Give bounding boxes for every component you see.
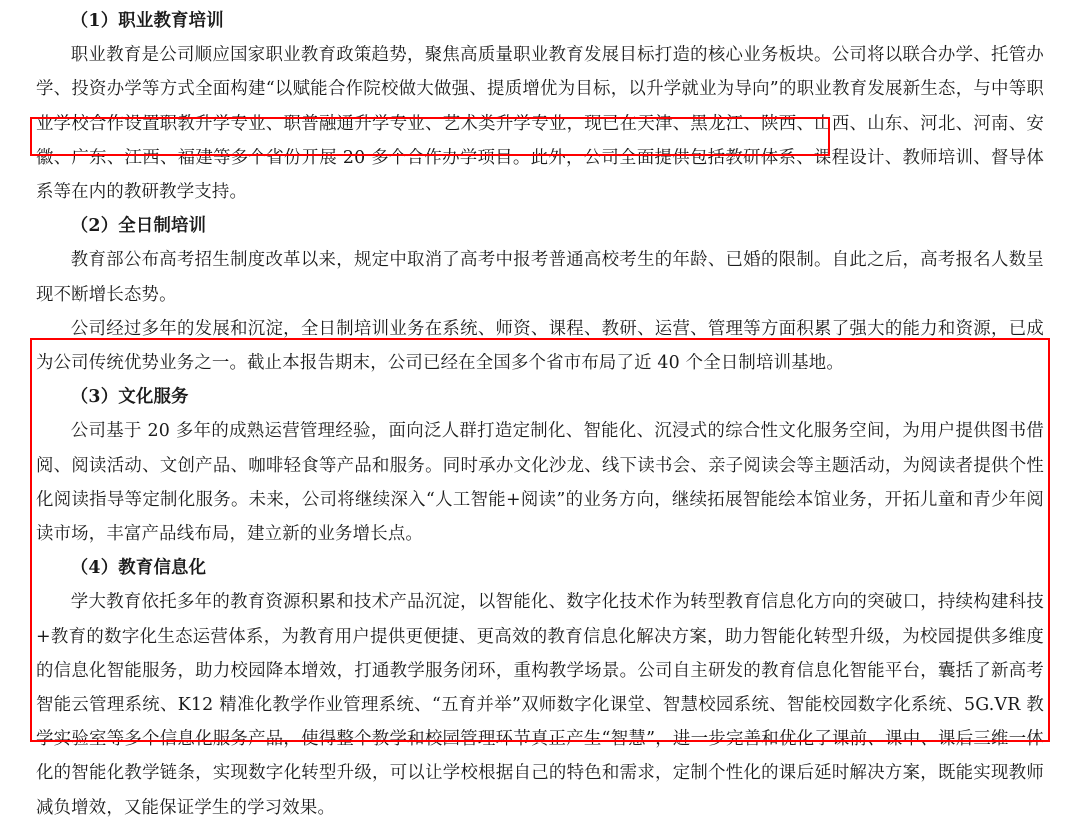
section-paragraph-full-time-training-1: 教育部公布高考招生制度改革以来，规定中取消了高考中报考普通高校考生的年龄、已婚的限制。自此之后，高考报名人数呈现不断增长态势。 [36, 250, 1044, 305]
section-paragraph-vocational-training: 职业教育是公司顺应国家职业教育政策趋势，聚焦高质量职业教育发展目标打造的核心业务板块。公司将以联合办学、托管办学、投资办学等方式全面构建“以赋能合作院校做大做强、提质增优为目标，以升学就业为导向”的职业教育发展新生态，与中等职业学校合作设置职教升学专业、职普融通升学专业、艺术类升学专业，现已在天津、黑龙江、陕西、山西、山东、河北、河南、安徽、广东、江西、福建等多个省份开展 20 多个合作办学项目。此外，公司全面提供包括教研体系、课程设计、教师培训、督导体系等在内的教研教学支持。 [36, 45, 1044, 203]
section-paragraph-education-informatization: 学大教育依托多年的教育资源积累和技术产品沉淀，以智能化、数字化技术作为转型教育信息化方向的突破口，持续构建科技+教育的数字化生态运营体系，为教育用户提供更便捷、更高效的教育信息化解决方案，助力智能化转型升级，为校园提供多维度的信息化智能服务，助力校园降本增效，打通教学服务闭环，重构教学场景。公司自主研发的教育信息化智能平台，囊括了新高考智能云管理系统、K12 精准化教学作业管理系统、“五育并举”双师数字化课堂、智慧校园系统、智能校园数字化系统、5G.VR 教学实验室等多个信息化服务产品，使得整个教学和校园管理环节真正产生“智慧”，进一步完善和优化了课前、课中、课后三维一体化的智能化教学链条，实现数字化转型升级，可以让学校根据自己的特色和需求，定制个性化的课后延时解决方案，既能实现教师减负增效，又能保证学生的学习效果。 [36, 592, 1044, 818]
section-heading-vocational-training: （1）职业教育培训 [70, 11, 224, 31]
section-heading-cultural-service: （3）文化服务 [70, 387, 189, 408]
section-heading-full-time-training: （2）全日制培训 [70, 216, 207, 237]
section-paragraph-full-time-training-2: 公司经过多年的发展和沉淀，全日制培训业务在系统、师资、课程、教研、运营、管理等方面积累了强大的能力和资源，已成为公司传统优势业务之一。截止本报告期末，公司已经在全国多个省市布局了近 40 个全日制培训基地。 [36, 318, 1044, 374]
section-paragraph-cultural-service: 公司基于 20 多年的成熟运营管理经验，面向泛人群打造定制化、智能化、沉浸式的综合性文化服务空间，为用户提供图书借阅、阅读活动、文创产品、咖啡轻食等产品和服务。同时承办文化沙龙、线下读书会、亲子阅读会等主题活动，为阅读者提供个性化阅读指导等定制化服务。未来，公司将继续深入“人工智能+阅读”的业务方向，继续拓展智能绘本馆业务，开拓儿童和青少年阅读市场，丰富产品线布局，建立新的业务增长点。 [36, 421, 1044, 545]
section-heading-education-informatization: （4）教育信息化 [70, 558, 207, 579]
